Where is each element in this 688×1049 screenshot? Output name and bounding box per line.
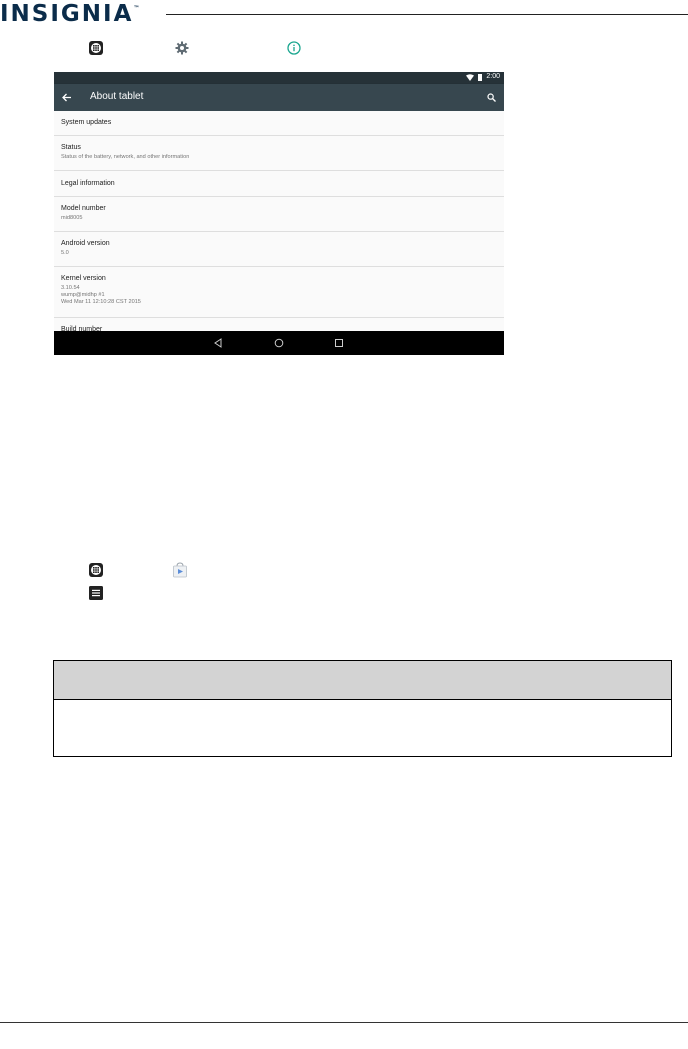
footer-rule [0, 1022, 688, 1023]
nav-back-icon[interactable] [214, 338, 222, 348]
brand-name: INSIGNIA [0, 1, 134, 27]
status-clock: 2:00 [486, 73, 500, 80]
list-item-legal-information[interactable] [54, 171, 504, 197]
list-item-subtitle-line: wump@midhp #1 [61, 292, 105, 298]
wifi-icon [466, 74, 474, 81]
list-item-title: Status [61, 144, 81, 151]
app-title: About tablet [90, 91, 144, 102]
list-item-status[interactable] [54, 136, 504, 171]
list-item-subtitle: Status of the battery, network, and other information [61, 154, 190, 160]
settings-gear-icon [175, 41, 189, 55]
list-item-kernel-version[interactable] [54, 267, 504, 318]
list-item-title: Legal information [61, 180, 115, 187]
header-rule [166, 14, 688, 15]
list-item-subtitle: 5.0 [61, 250, 69, 256]
list-item-title: Kernel version [61, 275, 106, 282]
list-item-android-version[interactable] [54, 232, 504, 267]
note-table [53, 660, 672, 757]
list-item-system-updates[interactable] [54, 111, 504, 136]
menu-icon [89, 586, 103, 600]
apps-grid-icon [89, 41, 103, 55]
trademark-symbol: ™ [133, 5, 140, 12]
list-item-title: Android version [61, 240, 110, 247]
info-icon [287, 41, 301, 55]
search-icon[interactable] [487, 93, 496, 102]
nav-recents-icon[interactable] [334, 338, 344, 348]
settings-list [54, 111, 504, 331]
nav-home-icon[interactable] [274, 338, 284, 348]
list-item-subtitle-line: 3.10.54 [61, 285, 80, 291]
note-table-header [54, 661, 671, 700]
back-arrow-icon[interactable] [62, 93, 72, 102]
tablet-screenshot [54, 72, 504, 355]
list-item-subtitle-line: Wed Mar 11 12:10:28 CST 2015 [61, 299, 141, 305]
list-item-title: Model number [61, 205, 106, 212]
status-bar [54, 72, 504, 84]
list-item-build-number[interactable] [54, 318, 504, 331]
list-item-title: Build number [61, 326, 103, 331]
app-bar [54, 84, 504, 111]
list-item-model-number[interactable] [54, 197, 504, 232]
navigation-bar [54, 331, 504, 355]
insignia-logo [0, 1, 139, 27]
play-store-icon [172, 562, 188, 578]
list-item-subtitle: mid8005 [61, 215, 83, 221]
apps-grid-icon [89, 563, 103, 577]
list-item-title: System updates [61, 119, 112, 126]
battery-icon [478, 74, 482, 81]
